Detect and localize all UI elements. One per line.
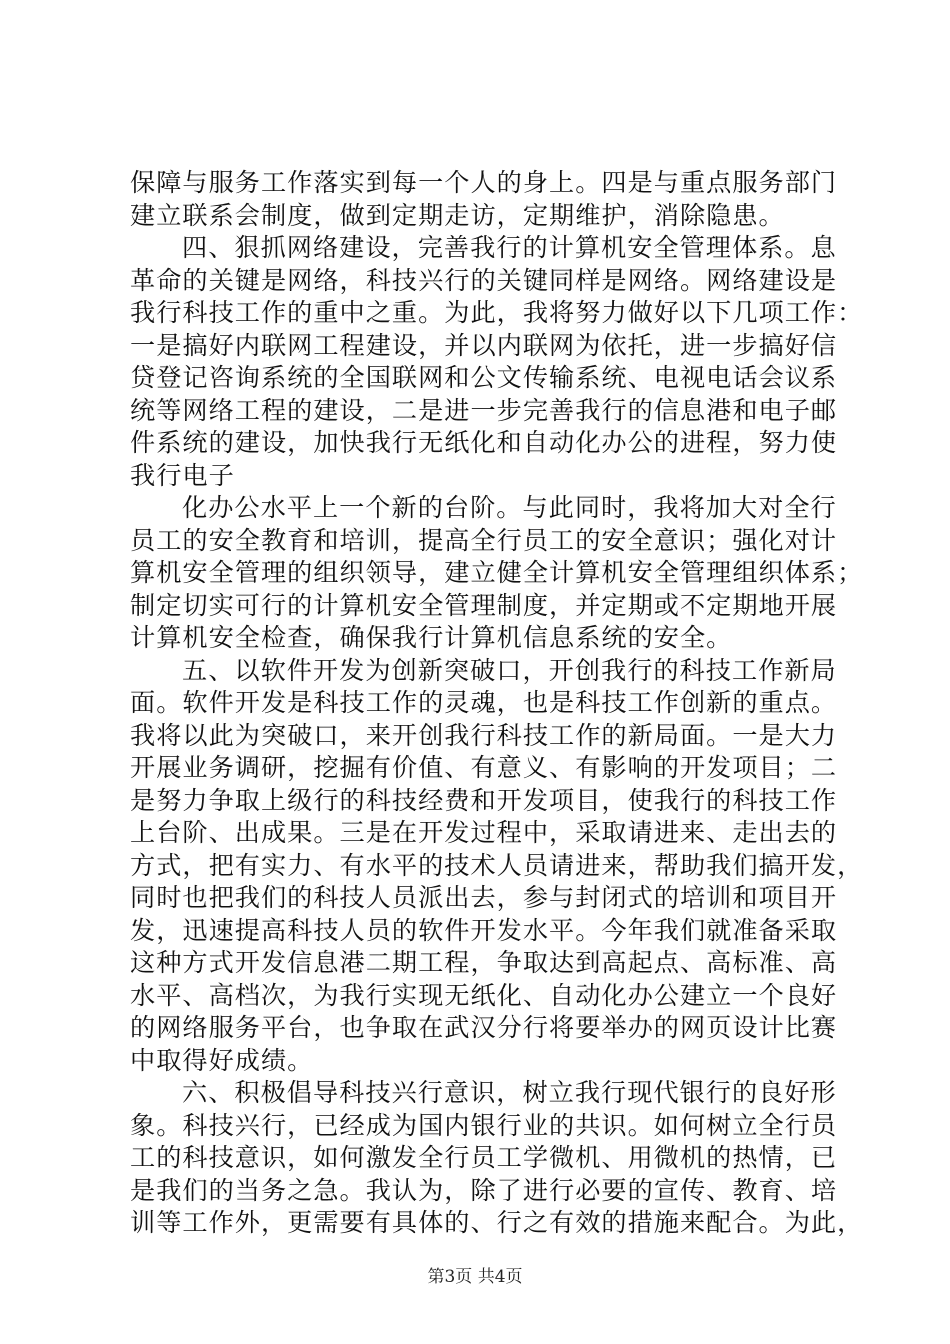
text-line: 同时也把我们的科技人员派出去，参与封闭式的培训和项目开 <box>130 883 838 912</box>
text-line: 象。科技兴行，已经成为国内银行业的共识。如何树立全行员 <box>130 1110 838 1140</box>
text-line: 六、积极倡导科技兴行意识，树立我行现代银行的良好形 <box>182 1078 837 1107</box>
text-line: 建立联系会制度，做到定期走访，定期维护，消除隐患。 <box>130 200 785 230</box>
text-line: 这种方式开发信息港二期工程，争取达到高起点、高标准、高 <box>130 948 838 977</box>
text-line: 工的科技意识，如何激发全行员工学微机、用微机的热情，已 <box>130 1143 838 1172</box>
text-line: 发，迅速提高科技人员的软件开发水平。今年我们就准备采取 <box>130 915 838 945</box>
text-line: 保障与服务工作落实到每一个人的身上。四是与重点服务部门 <box>130 168 838 197</box>
text-line: 贷登记咨询系统的全国联网和公文传输系统、电视电话会议系 <box>130 363 838 392</box>
text-line: 统等网络工程的建设，二是进一步完善我行的信息港和电子邮 <box>130 395 838 425</box>
text-line: 我行科技工作的重中之重。为此，我将努力做好以下几项工作： <box>130 298 864 327</box>
text-line: 一是搞好内联网工程建设，并以内联网为依托，进一步搞好信 <box>130 330 838 360</box>
text-line: 革命的关键是网络，科技兴行的关键同样是网络。网络建设是 <box>130 265 838 295</box>
text-line: 算机安全管理的组织领导，建立健全计算机安全管理组织体系； <box>130 558 864 587</box>
text-line: 化办公水平上一个新的台阶。与此同时，我将加大对全行 <box>182 493 837 522</box>
text-line: 制定切实可行的计算机安全管理制度，并定期或不定期地开展 <box>130 590 838 620</box>
text-line: 开展业务调研，挖掘有价值、有意义、有影响的开发项目；二 <box>130 753 838 782</box>
text-line: 我将以此为突破口，来开创我行科技工作的新局面。一是大力 <box>130 720 838 750</box>
text-line: 五、以软件开发为创新突破口，开创我行的科技工作新局 <box>182 655 837 685</box>
text-line: 水平、高档次，为我行实现无纸化、自动化办公建立一个良好 <box>130 980 838 1010</box>
text-line: 面。软件开发是科技工作的灵魂，也是科技工作创新的重点。 <box>130 688 838 717</box>
document-body <box>130 167 864 1240</box>
text-line: 是努力争取上级行的科技经费和开发项目，使我行的科技工作 <box>130 785 838 815</box>
text-line: 训等工作外，更需要有具体的、行之有效的措施来配合。为此， <box>130 1208 864 1237</box>
text-line: 上台阶、出成果。三是在开发过程中，采取请进来、走出去的 <box>130 818 838 847</box>
text-line: 我行电子 <box>130 460 235 490</box>
text-line: 是我们的当务之急。我认为，除了进行必要的宣传、教育、培 <box>130 1175 838 1205</box>
text-line: 员工的安全教育和培训，提高全行员工的安全意识；强化对计 <box>130 525 838 555</box>
text-line: 件系统的建设，加快我行无纸化和自动化办公的进程，努力使 <box>130 428 838 457</box>
text-line: 计算机安全检查，确保我行计算机信息系统的安全。 <box>130 623 733 652</box>
text-line: 中取得好成绩。 <box>130 1045 314 1075</box>
page-footer: 第3页 共4页 <box>427 1267 523 1287</box>
text-line: 的网络服务平台，也争取在武汉分行将要举办的网页设计比赛 <box>130 1013 838 1042</box>
text-line: 四、狠抓网络建设，完善我行的计算机安全管理体系。息 <box>182 233 837 262</box>
text-line: 方式，把有实力、有水平的技术人员请进来，帮助我们搞开发， <box>130 850 864 880</box>
